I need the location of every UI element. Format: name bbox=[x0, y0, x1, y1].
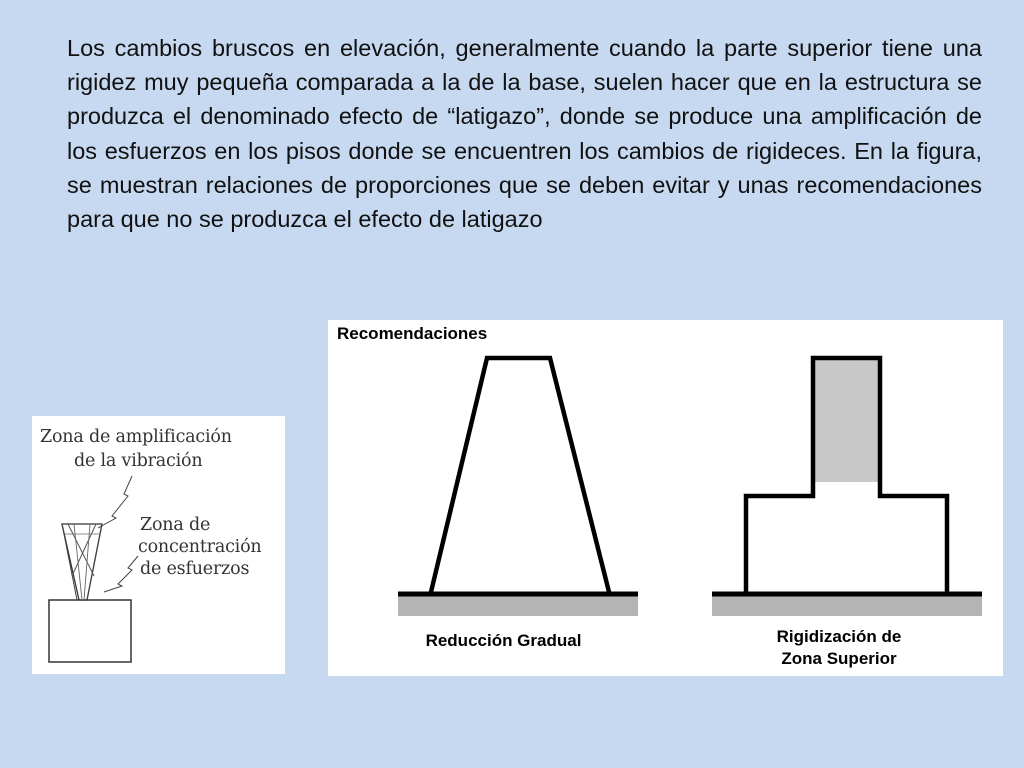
concentration-label-line3: de esfuerzos bbox=[140, 559, 250, 579]
whip-effect-figure bbox=[32, 416, 285, 674]
trapezoid-structure bbox=[431, 358, 609, 592]
amplification-label-line2: de la vibración bbox=[74, 451, 203, 471]
upper-stiffened-zone bbox=[813, 358, 880, 482]
concentration-label-line2: concentración bbox=[138, 537, 262, 557]
base-block bbox=[49, 600, 131, 662]
figure-title: Recomendaciones bbox=[337, 324, 488, 343]
recommendations-drawing bbox=[328, 320, 1003, 676]
recommendations-figure bbox=[328, 320, 1003, 676]
amplification-label-line1: Zona de amplificación bbox=[40, 427, 232, 447]
amplification-leader bbox=[98, 476, 132, 528]
concentration-leader bbox=[104, 556, 138, 592]
caption-stiffening-line1: Rigidización de bbox=[776, 627, 902, 646]
ground-left bbox=[398, 596, 638, 616]
body-paragraph: Los cambios bruscos en elevación, generalmente cuando la parte superior tiene una rigidez muy pequeña comparada a la de la base, suelen hacer que en la estructura se produzca el denominado efecto de “latigazo”, donde se produce una amplificación de los esfuerzos en los pisos donde se encuentren los cambios de rigideces. En la figura, se muestran relaciones de proporciones que se deben evitar y unas recomendaciones para que no se produzca el efecto de latigazo bbox=[67, 35, 982, 233]
concentration-label-line1: Zona de bbox=[140, 515, 211, 535]
ground-right bbox=[712, 596, 982, 616]
caption-stiffening-line2: Zona Superior bbox=[781, 649, 897, 668]
slender-tower bbox=[62, 524, 102, 600]
caption-gradual-reduction: Reducción Gradual bbox=[425, 631, 582, 650]
